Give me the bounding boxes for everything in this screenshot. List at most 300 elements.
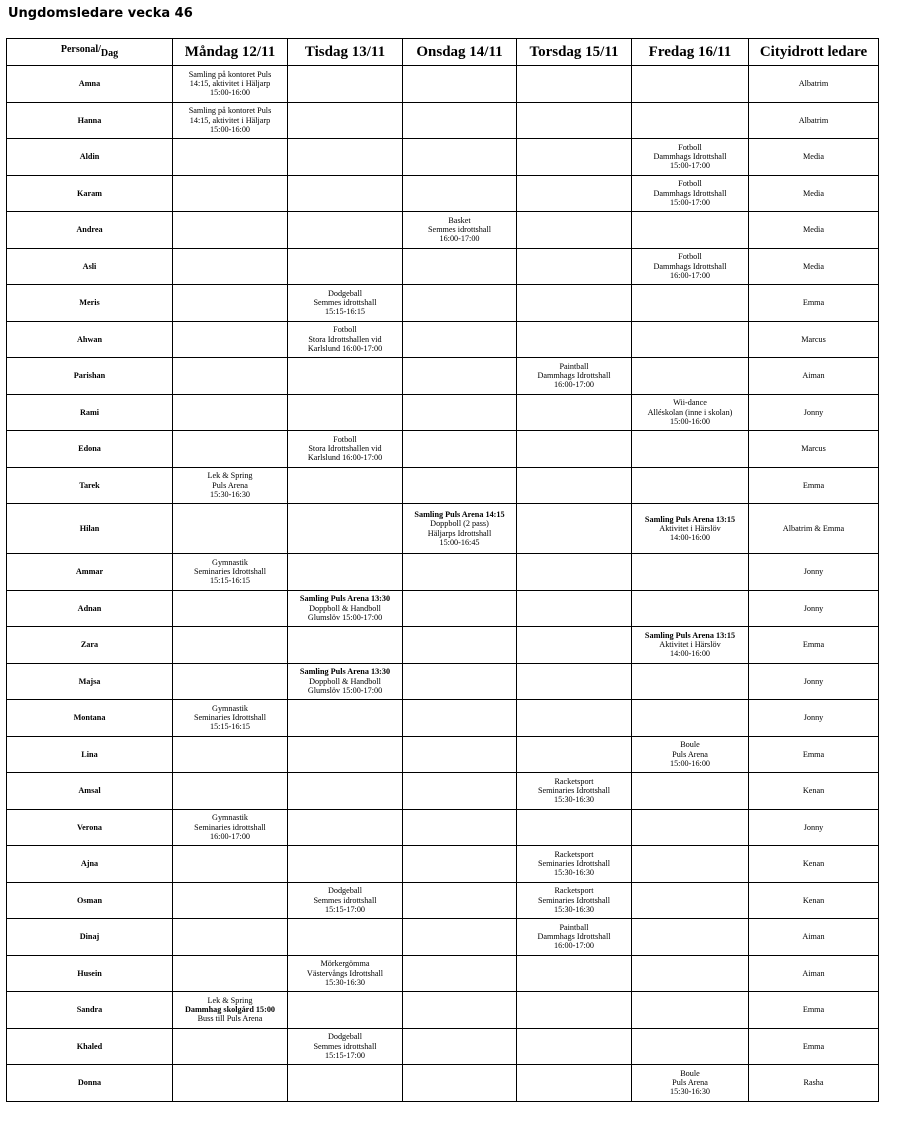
person-name: Rami (7, 394, 173, 431)
person-name: Osman (7, 882, 173, 919)
activity-line: Glumslöv 15:00-17:00 (307, 612, 383, 622)
activity-cell-wednesday (403, 846, 517, 883)
activity-cell-wednesday (403, 554, 517, 591)
activity-cell-friday (632, 955, 749, 992)
activity-line: Dammhags Idrottshall (653, 261, 727, 271)
person-name: Lina (7, 736, 173, 773)
leader-cell: Albatrim (749, 102, 879, 139)
table-row (7, 285, 879, 322)
activity-cell-friday (632, 358, 749, 395)
table-row (7, 504, 879, 554)
activity-line: Semmes idrottshall (313, 895, 377, 905)
meeting-point: Dammhag skolgård 15:00 (184, 1005, 276, 1015)
activity-cell-thursday (517, 1065, 632, 1102)
activity-cell-wednesday (403, 139, 517, 176)
activity-cell-tuesday (288, 431, 403, 468)
activity-cell-tuesday (288, 882, 403, 919)
person-name: Majsa (7, 663, 173, 700)
activity-cell-wednesday (403, 773, 517, 810)
activity-cell-friday (632, 394, 749, 431)
activity-cell-wednesday (403, 700, 517, 737)
activity-cell-friday (632, 431, 749, 468)
activity-line: Racketsport (554, 776, 594, 786)
leader-cell: Emma (749, 736, 879, 773)
activity-cell-wednesday (403, 467, 517, 504)
activity-cell-friday (632, 627, 749, 664)
activity-cell-monday (173, 431, 288, 468)
leader-cell: Albatrim (749, 66, 879, 103)
activity-line: Dammhags Idrottshall (653, 188, 727, 198)
activity-cell-tuesday (288, 736, 403, 773)
person-name: Aldin (7, 139, 173, 176)
table-row (7, 467, 879, 504)
activity-cell-tuesday (288, 955, 403, 992)
corner-personal: Personal (60, 44, 99, 55)
leader-cell: Media (749, 139, 879, 176)
person-name: Parishan (7, 358, 173, 395)
activity-cell-wednesday (403, 394, 517, 431)
leader-cell: Emma (749, 467, 879, 504)
activity-cell-tuesday (288, 1028, 403, 1065)
day-header-friday: Fredag 16/11 (632, 39, 749, 66)
activity-line: Semmes idrottshall (313, 1041, 377, 1051)
activity-cell-monday (173, 321, 288, 358)
activity-cell-friday (632, 736, 749, 773)
activity-line: 16:00-17:00 (553, 941, 595, 951)
person-name: Montana (7, 700, 173, 737)
activity-cell-monday (173, 590, 288, 627)
activity-line: Wii-dance (673, 398, 707, 408)
activity-line: 15:00-16:00 (669, 758, 711, 768)
activity-cell-tuesday (288, 102, 403, 139)
person-name: Edona (7, 431, 173, 468)
activity-line: Puls Arena (212, 480, 248, 490)
activity-cell-monday (173, 809, 288, 846)
activity-cell-tuesday (288, 66, 403, 103)
activity-line: 15:30-16:30 (553, 795, 595, 805)
person-name: Khaled (7, 1028, 173, 1065)
leader-cell: Marcus (749, 321, 879, 358)
activity-line: Seminaries Idrottshall (537, 895, 611, 905)
activity-line: Seminaries idrottshall (194, 822, 266, 832)
activity-cell-tuesday (288, 212, 403, 249)
activity-cell-thursday (517, 955, 632, 992)
activity-cell-tuesday (288, 663, 403, 700)
activity-cell-thursday (517, 504, 632, 554)
activity-cell-thursday (517, 809, 632, 846)
activity-line: 15:15-17:00 (324, 904, 366, 914)
activity-cell-thursday (517, 627, 632, 664)
meeting-point: Samling Puls Arena 13:15 (644, 514, 736, 524)
activity-line: Fotboll (333, 434, 357, 444)
activity-line: Doppboll & Handboll (309, 676, 381, 686)
activity-line: 14:00-16:00 (669, 649, 711, 659)
activity-cell-wednesday (403, 431, 517, 468)
activity-cell-wednesday (403, 248, 517, 285)
table-row (7, 809, 879, 846)
table-row (7, 663, 879, 700)
table-row (7, 1028, 879, 1065)
activity-cell-friday (632, 773, 749, 810)
activity-cell-tuesday (288, 919, 403, 956)
meeting-point: Samling Puls Arena 13:30 (299, 667, 391, 677)
activity-cell-thursday (517, 663, 632, 700)
activity-cell-monday (173, 955, 288, 992)
activity-cell-tuesday (288, 394, 403, 431)
leader-cell: Jonny (749, 700, 879, 737)
activity-cell-monday (173, 992, 288, 1029)
activity-cell-monday (173, 736, 288, 773)
activity-cell-tuesday (288, 285, 403, 322)
activity-cell-tuesday (288, 700, 403, 737)
activity-cell-thursday (517, 992, 632, 1029)
activity-cell-monday (173, 212, 288, 249)
person-name: Amsal (7, 773, 173, 810)
activity-line: Seminaries Idrottshall (537, 859, 611, 869)
activity-cell-friday (632, 175, 749, 212)
activity-cell-thursday (517, 431, 632, 468)
activity-line: Boule (680, 1068, 700, 1078)
table-row (7, 248, 879, 285)
leader-cell: Jonny (749, 590, 879, 627)
activity-cell-tuesday (288, 846, 403, 883)
leader-cell: Jonny (749, 809, 879, 846)
leader-cell: Emma (749, 627, 879, 664)
activity-cell-wednesday (403, 663, 517, 700)
activity-cell-monday (173, 139, 288, 176)
activity-cell-friday (632, 663, 749, 700)
table-row (7, 358, 879, 395)
activity-line: Seminaries Idrottshall (193, 713, 267, 723)
activity-line: 15:00-16:00 (669, 416, 711, 426)
activity-cell-thursday (517, 882, 632, 919)
person-name: Husein (7, 955, 173, 992)
day-header-monday: Måndag 12/11 (173, 39, 288, 66)
activity-cell-friday (632, 882, 749, 919)
person-name: Ajna (7, 846, 173, 883)
activity-line: Häljarps Idrottshall (427, 528, 492, 538)
corner-dag: Dag (100, 48, 119, 59)
activity-line: 15:00-17:00 (669, 197, 711, 207)
day-header-tuesday: Tisdag 13/11 (288, 39, 403, 66)
activity-cell-friday (632, 212, 749, 249)
activity-cell-thursday (517, 554, 632, 591)
activity-cell-wednesday (403, 66, 517, 103)
activity-cell-tuesday (288, 139, 403, 176)
activity-line: Dammhags Idrottshall (537, 371, 611, 381)
activity-cell-monday (173, 554, 288, 591)
activity-cell-friday (632, 321, 749, 358)
activity-cell-monday (173, 846, 288, 883)
activity-cell-tuesday (288, 1065, 403, 1102)
person-name: Sandra (7, 992, 173, 1029)
activity-line: Dodgeball (327, 288, 363, 298)
table-row (7, 431, 879, 468)
activity-cell-tuesday (288, 773, 403, 810)
activity-cell-monday (173, 102, 288, 139)
activity-cell-friday (632, 504, 749, 554)
activity-line: 16:00-17:00 (439, 234, 480, 244)
activity-cell-thursday (517, 394, 632, 431)
corner-slash: / (98, 44, 101, 55)
activity-line: Dodgeball (327, 1032, 363, 1042)
activity-line: Buss till Puls Arena (197, 1014, 263, 1024)
activity-line: Västervångs Idrottshall (306, 968, 384, 978)
activity-cell-tuesday (288, 321, 403, 358)
activity-cell-tuesday (288, 175, 403, 212)
activity-cell-thursday (517, 736, 632, 773)
activity-line: Doppboll & Handboll (309, 603, 381, 613)
activity-line: Stora Idrottshallen vid (308, 334, 382, 344)
person-name: Zara (7, 627, 173, 664)
activity-cell-wednesday (403, 736, 517, 773)
activity-cell-monday (173, 66, 288, 103)
activity-cell-monday (173, 773, 288, 810)
activity-cell-friday (632, 590, 749, 627)
person-name: Ammar (7, 554, 173, 591)
activity-line: 15:15-16:15 (324, 307, 366, 317)
table-row (7, 882, 879, 919)
activity-cell-friday (632, 846, 749, 883)
activity-cell-thursday (517, 358, 632, 395)
table-row (7, 627, 879, 664)
person-name: Hilan (7, 504, 173, 554)
table-row (7, 139, 879, 176)
leader-cell: Jonny (749, 554, 879, 591)
activity-line: 15:30-16:30 (324, 977, 366, 987)
leader-cell: Media (749, 212, 879, 249)
person-name: Donna (7, 1065, 173, 1102)
activity-cell-tuesday (288, 248, 403, 285)
activity-line: Boule (680, 740, 700, 750)
activity-cell-friday (632, 919, 749, 956)
activity-line: 15:30-16:30 (553, 904, 595, 914)
leader-cell: Jonny (749, 394, 879, 431)
leader-cell: Emma (749, 992, 879, 1029)
person-name: Meris (7, 285, 173, 322)
table-row (7, 700, 879, 737)
activity-line: Puls Arena (672, 749, 708, 759)
table-row (7, 175, 879, 212)
activity-line: 15:00-16:45 (439, 537, 480, 547)
activity-cell-thursday (517, 175, 632, 212)
activity-cell-wednesday (403, 590, 517, 627)
day-header-thursday: Torsdag 15/11 (517, 39, 632, 66)
leader-cell: Marcus (749, 431, 879, 468)
activity-cell-monday (173, 882, 288, 919)
person-name: Dinaj (7, 919, 173, 956)
activity-line: Dammhags Idrottshall (537, 932, 611, 942)
day-header-wednesday: Onsdag 14/11 (403, 39, 517, 66)
table-row (7, 736, 879, 773)
leader-cell: Emma (749, 285, 879, 322)
activity-cell-monday (173, 248, 288, 285)
activity-cell-friday (632, 248, 749, 285)
meeting-point: Samling Puls Arena 13:30 (299, 594, 391, 604)
activity-cell-monday (173, 358, 288, 395)
activity-cell-monday (173, 175, 288, 212)
table-row (7, 321, 879, 358)
activity-line: Lek & Spring (207, 995, 253, 1005)
table-row (7, 554, 879, 591)
activity-line: Puls Arena (672, 1078, 708, 1088)
table-row (7, 992, 879, 1029)
activity-cell-friday (632, 700, 749, 737)
activity-cell-tuesday (288, 809, 403, 846)
activity-line: 16:00-17:00 (209, 831, 251, 841)
table-row (7, 102, 879, 139)
leader-cell: Kenan (749, 773, 879, 810)
activity-cell-thursday (517, 212, 632, 249)
page-title: Ungdomsledare vecka 46 (8, 6, 193, 21)
activity-line: Aktivitet i Härslöv (659, 523, 721, 533)
activity-cell-wednesday (403, 321, 517, 358)
meeting-point: Samling Puls Arena 13:15 (644, 630, 736, 640)
activity-line: Fotboll (678, 142, 702, 152)
activity-cell-wednesday (403, 627, 517, 664)
activity-line: Fotboll (678, 179, 702, 189)
activity-cell-thursday (517, 66, 632, 103)
activity-cell-monday (173, 394, 288, 431)
activity-cell-wednesday (403, 175, 517, 212)
activity-line: 15:15-17:00 (324, 1050, 366, 1060)
leader-cell: Aiman (749, 919, 879, 956)
table-row (7, 846, 879, 883)
activity-cell-thursday (517, 102, 632, 139)
activity-cell-friday (632, 66, 749, 103)
person-name: Amna (7, 66, 173, 103)
activity-cell-thursday (517, 139, 632, 176)
table-row (7, 212, 879, 249)
table-row (7, 955, 879, 992)
activity-line: 16:00-17:00 (669, 270, 711, 280)
activity-line: Mörkergömma (320, 959, 370, 969)
activity-cell-monday (173, 627, 288, 664)
activity-cell-wednesday (403, 1028, 517, 1065)
activity-line: 15:30-16:30 (669, 1087, 711, 1097)
activity-line: 15:15-16:15 (209, 722, 251, 732)
person-name: Tarek (7, 467, 173, 504)
leader-cell: Aiman (749, 358, 879, 395)
leader-cell: Kenan (749, 846, 879, 883)
activity-cell-monday (173, 663, 288, 700)
activity-cell-thursday (517, 248, 632, 285)
activity-cell-friday (632, 809, 749, 846)
person-name: Hanna (7, 102, 173, 139)
table-row (7, 773, 879, 810)
activity-cell-thursday (517, 590, 632, 627)
table-row (7, 1065, 879, 1102)
activity-line: Gymnastik (212, 557, 248, 567)
activity-cell-monday (173, 504, 288, 554)
activity-cell-friday (632, 467, 749, 504)
leader-cell: Kenan (749, 882, 879, 919)
activity-line: Fotboll (333, 325, 357, 335)
activity-cell-friday (632, 139, 749, 176)
activity-cell-wednesday (403, 504, 517, 554)
activity-line: Dammhags Idrottshall (653, 152, 727, 162)
activity-cell-thursday (517, 285, 632, 322)
activity-cell-monday (173, 700, 288, 737)
activity-line: Semmes idrottshall (313, 298, 377, 308)
activity-line: 15:00-16:00 (209, 124, 251, 134)
table-row (7, 919, 879, 956)
activity-cell-tuesday (288, 554, 403, 591)
activity-line: 15:30-16:30 (209, 489, 251, 499)
activity-line: Basket (448, 215, 471, 225)
person-name: Ahwan (7, 321, 173, 358)
activity-cell-wednesday (403, 1065, 517, 1102)
activity-cell-friday (632, 102, 749, 139)
activity-line: 14:15, aktivitet i Häljarp (189, 79, 271, 89)
person-name: Andrea (7, 212, 173, 249)
activity-line: Stora Idrottshallen vid (308, 444, 382, 454)
activity-cell-tuesday (288, 358, 403, 395)
activity-cell-wednesday (403, 955, 517, 992)
activity-line: 15:30-16:30 (553, 868, 595, 878)
activity-cell-wednesday (403, 809, 517, 846)
activity-line: Seminaries Idrottshall (537, 786, 611, 796)
activity-line: Gymnastik (212, 813, 248, 823)
activity-cell-monday (173, 285, 288, 322)
leader-cell: Emma (749, 1028, 879, 1065)
activity-cell-wednesday (403, 102, 517, 139)
activity-cell-monday (173, 1028, 288, 1065)
activity-cell-wednesday (403, 882, 517, 919)
leader-cell: Media (749, 175, 879, 212)
activity-cell-friday (632, 1065, 749, 1102)
activity-cell-thursday (517, 1028, 632, 1065)
schedule-table (6, 38, 879, 1102)
activity-cell-tuesday (288, 992, 403, 1029)
activity-cell-monday (173, 1065, 288, 1102)
activity-cell-friday (632, 285, 749, 322)
activity-line: Samling på kontoret Puls (188, 69, 272, 79)
activity-line: Racketsport (554, 849, 594, 859)
activity-line: Racketsport (554, 886, 594, 896)
activity-cell-monday (173, 467, 288, 504)
activity-cell-thursday (517, 321, 632, 358)
leader-cell: Jonny (749, 663, 879, 700)
activity-cell-wednesday (403, 212, 517, 249)
activity-line: Samling på kontoret Puls (188, 106, 272, 116)
activity-line: Lek & Spring (207, 471, 253, 481)
activity-line: 15:00-16:00 (209, 88, 251, 98)
activity-cell-friday (632, 992, 749, 1029)
table-row (7, 66, 879, 103)
activity-line: 16:00-17:00 (553, 380, 595, 390)
activity-line: Semmes idrottshall (428, 225, 491, 235)
leader-cell: Albatrim & Emma (749, 504, 879, 554)
activity-cell-monday (173, 919, 288, 956)
activity-cell-thursday (517, 700, 632, 737)
activity-line: Karlslund 16:00-17:00 (307, 343, 383, 353)
activity-line: Aktivitet i Härslöv (659, 640, 721, 650)
header-row (7, 39, 879, 66)
person-name: Karam (7, 175, 173, 212)
activity-line: Dodgeball (327, 886, 363, 896)
activity-cell-wednesday (403, 919, 517, 956)
activity-cell-thursday (517, 467, 632, 504)
table-row (7, 590, 879, 627)
activity-line: Paintball (559, 922, 589, 932)
activity-cell-wednesday (403, 358, 517, 395)
activity-cell-friday (632, 1028, 749, 1065)
activity-line: Gymnastik (212, 703, 248, 713)
schedule-body (7, 66, 879, 1102)
activity-cell-friday (632, 554, 749, 591)
person-name: Verona (7, 809, 173, 846)
